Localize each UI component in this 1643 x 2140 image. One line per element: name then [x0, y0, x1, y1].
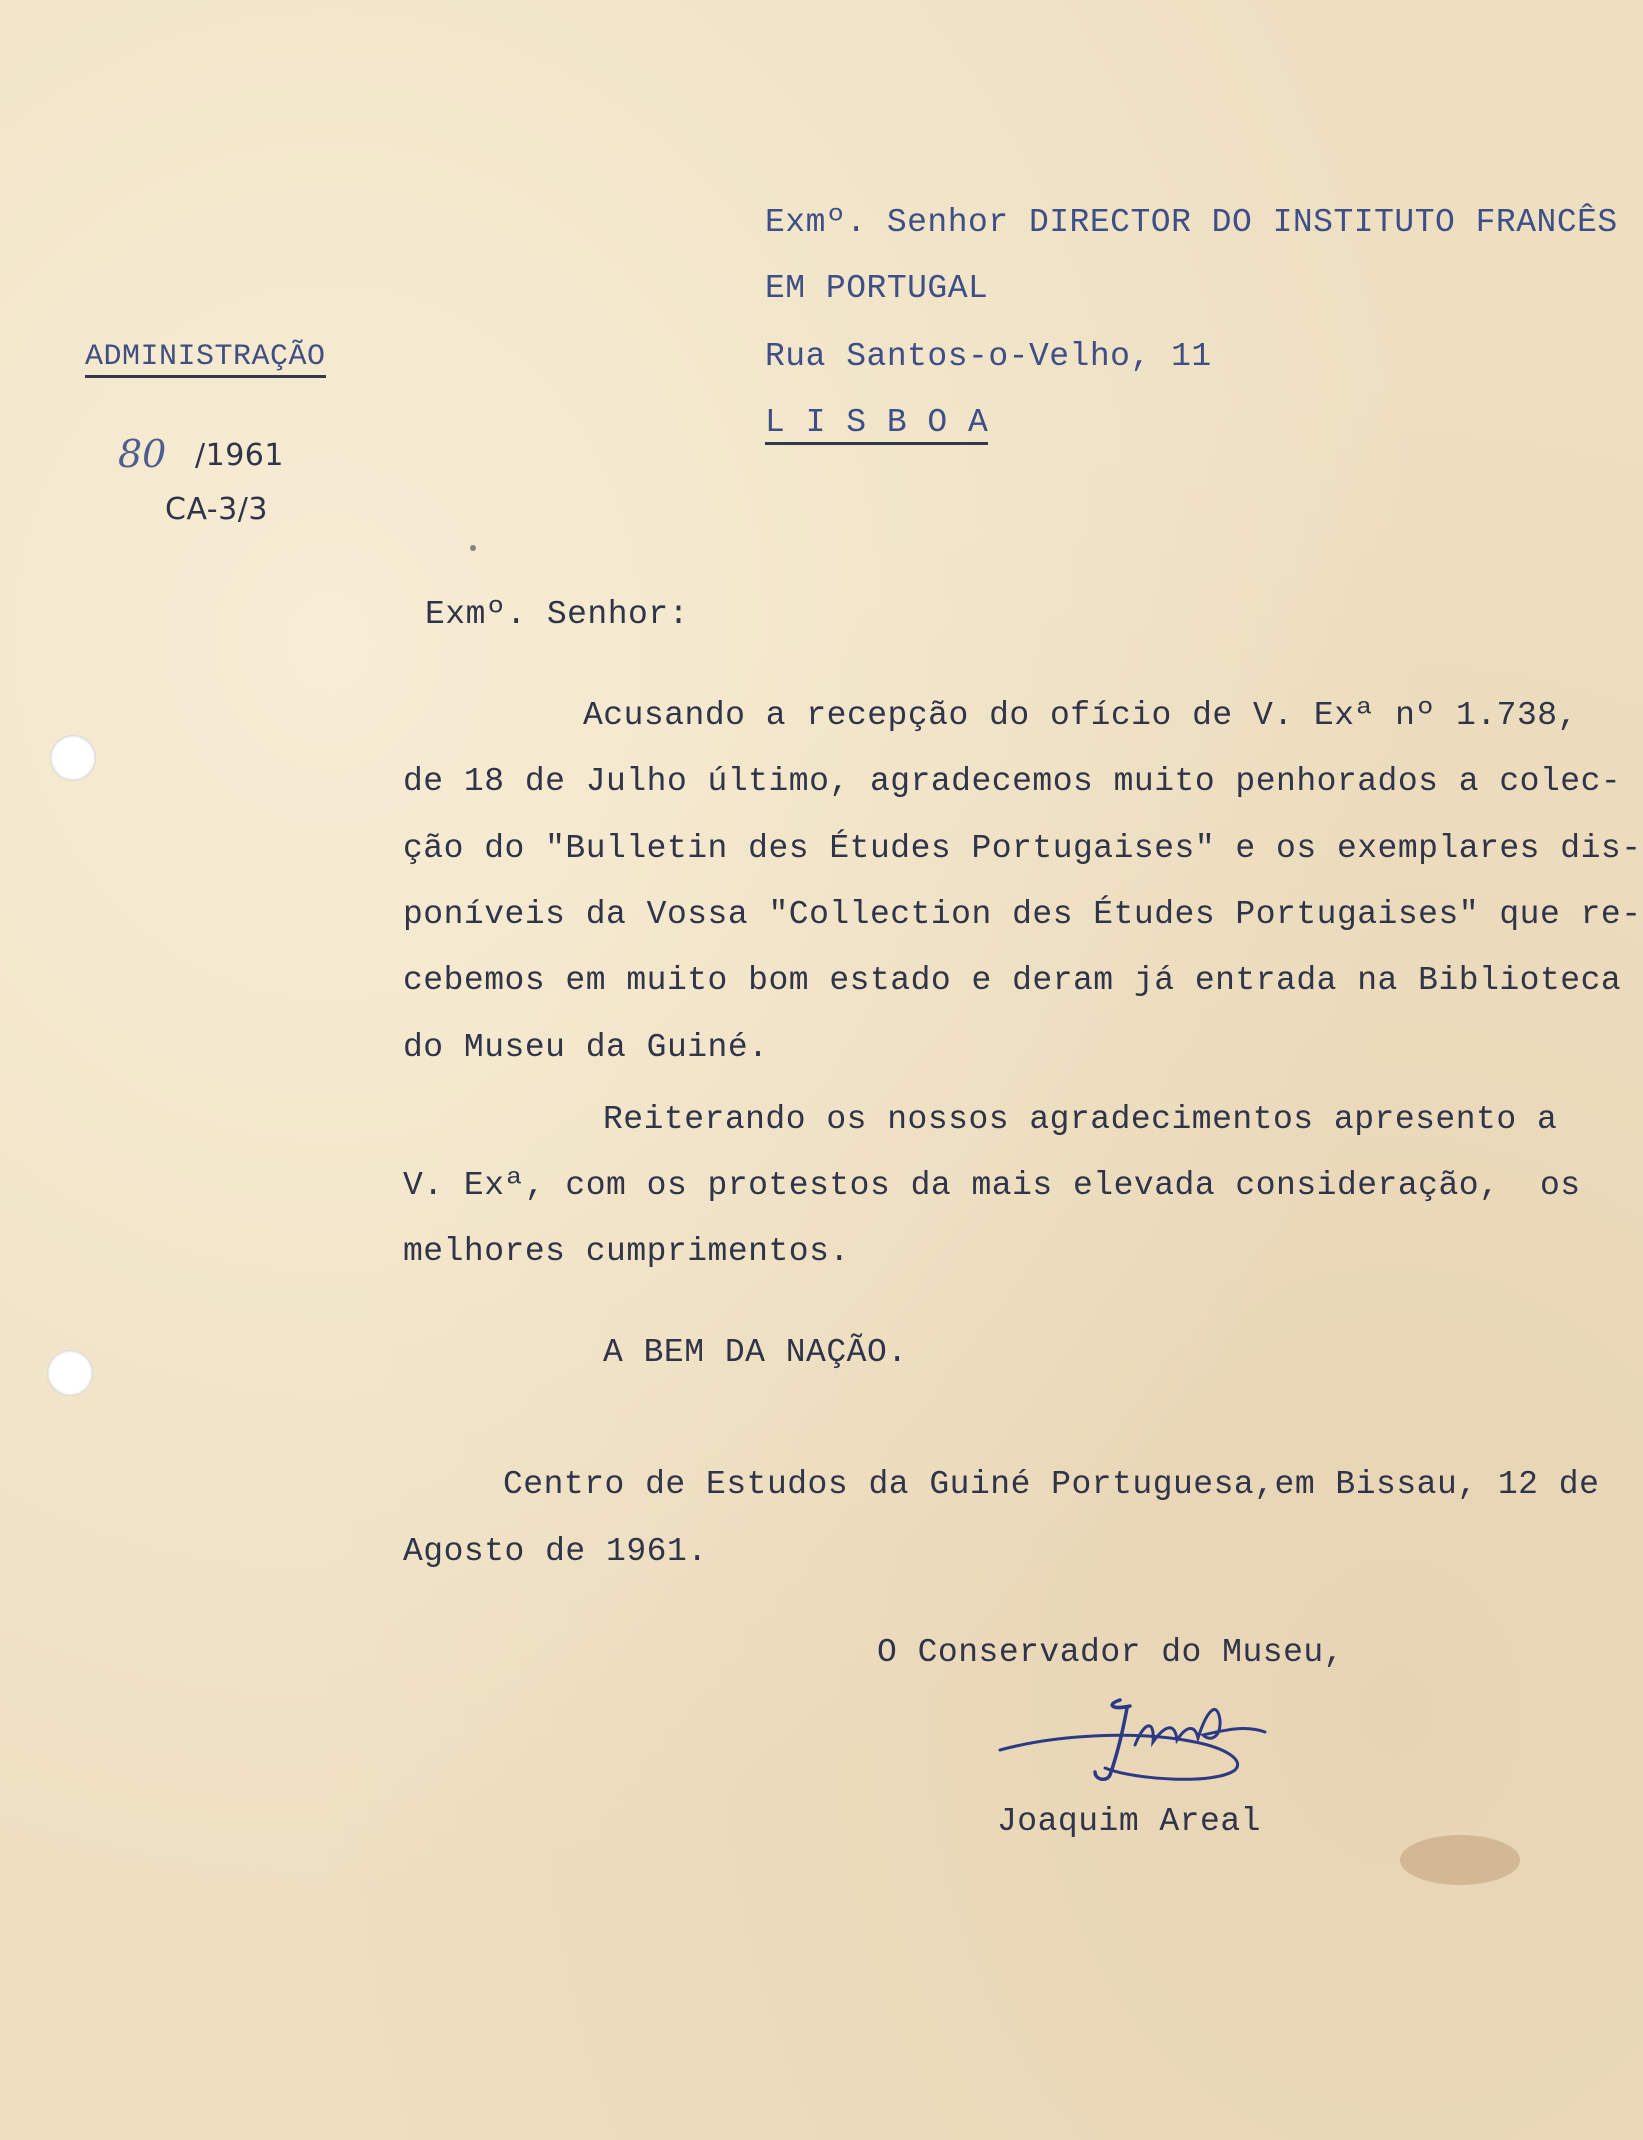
- recipient-city: L I S B O A: [765, 404, 988, 445]
- place-date-line: Agosto de 1961.: [403, 1533, 708, 1570]
- recipient-line2: EM PORTUGAL: [765, 270, 989, 307]
- body-line: cebemos em muito bom estado e deram já entrada na Biblioteca: [403, 962, 1622, 999]
- stain-dot: [470, 545, 476, 551]
- salutation: Exmº. Senhor:: [425, 596, 689, 633]
- department-name: ADMINISTRAÇÃO: [85, 340, 326, 378]
- closing-motto: A BEM DA NAÇÃO.: [603, 1334, 908, 1371]
- recipient-line1: Exmº. Senhor DIRECTOR DO INSTITUTO FRANCÊS: [765, 204, 1618, 241]
- body-line: V. Exª, com os protestos da mais elevada consideração, os: [403, 1167, 1581, 1204]
- recipient-address: Rua Santos-o-Velho, 11: [765, 338, 1212, 375]
- place-date-line: Centro de Estudos da Guiné Portuguesa,em Bissau, 12 de: [503, 1466, 1600, 1503]
- handwritten-signature: [995, 1680, 1325, 1790]
- stain-spot: [1400, 1835, 1520, 1885]
- punch-hole-bottom: [47, 1350, 93, 1396]
- signatory-name: Joaquim Areal: [997, 1803, 1261, 1840]
- ref-year: /1961: [195, 438, 284, 473]
- body-line: poníveis da Vossa "Collection des Études Portugaises" que re-: [403, 896, 1642, 933]
- ref-code: CA-3/3: [165, 492, 268, 527]
- body-line: melhores cumprimentos.: [403, 1233, 850, 1270]
- body-line: do Museu da Guiné.: [403, 1029, 769, 1066]
- body-line: de 18 de Julho último, agradecemos muito penhorados a colec-: [403, 763, 1622, 800]
- signatory-title: O Conservador do Museu,: [877, 1634, 1344, 1671]
- body-line: Reiterando os nossos agradecimentos apresento a: [603, 1101, 1558, 1138]
- body-line: ção do "Bulletin des Études Portugaises" e os exemplares dis-: [403, 830, 1642, 867]
- body-line: Acusando a recepção do ofício de V. Exª nº 1.738,: [583, 697, 1578, 734]
- handwritten-ref-number: 80: [118, 432, 167, 476]
- punch-hole-top: [50, 735, 96, 781]
